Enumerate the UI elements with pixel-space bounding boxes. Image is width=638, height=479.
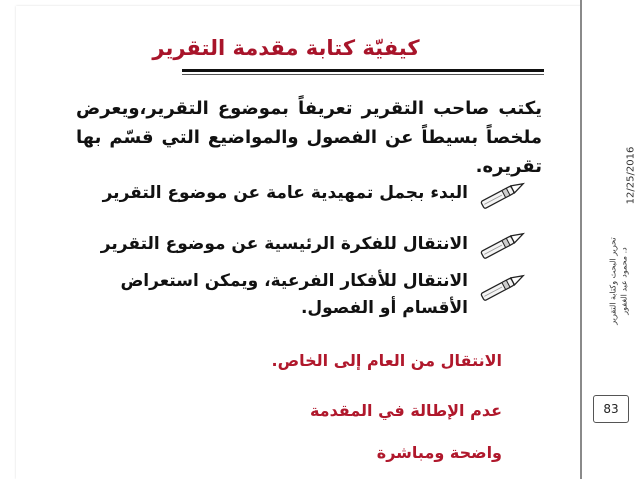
bullet-item-2: الانتقال للفكرة الرئيسية عن موضوع التقرير xyxy=(100,234,468,254)
footer-line-2: د. محمود عبد الغفور xyxy=(619,247,629,315)
slide-date: 12/25/2016 xyxy=(625,146,637,205)
title-underline xyxy=(182,69,544,72)
intro-paragraph: يكتب صاحب التقرير تعريفاً بموضوع التقرير،ويعرض ملخصاً بسيطاً عن الفصول والمواضيع التي قسّم بها تقريره. xyxy=(76,98,542,177)
fountain-pen-icon xyxy=(474,176,530,214)
point-clear-direct: واضحة ومباشرة xyxy=(376,443,502,462)
point-general-to-specific: الانتقال من العام إلى الخاص. xyxy=(271,351,502,370)
slide-title: كيفيّة كتابة مقدمة التقرير xyxy=(152,36,420,60)
slide-canvas xyxy=(16,6,582,479)
title-underline-thin xyxy=(182,74,544,75)
bullet-item-1: البدء بجمل تمهيدية عامة عن موضوع التقرير xyxy=(102,183,468,203)
footer-line-1: تحرير البحث وكتابة التقرير xyxy=(608,237,618,325)
point-no-lengthiness: عدم الإطالة في المقدمة xyxy=(309,401,502,420)
bullet-item-3: الانتقال للأفكار الفرعية، ويمكن استعراض الأقسام أو الفصول. xyxy=(120,271,468,318)
page-number: 83 xyxy=(593,395,629,423)
sidebar-divider xyxy=(580,0,582,479)
slide-footer xyxy=(608,237,630,324)
fountain-pen-icon xyxy=(474,268,530,306)
fountain-pen-icon xyxy=(474,226,530,264)
